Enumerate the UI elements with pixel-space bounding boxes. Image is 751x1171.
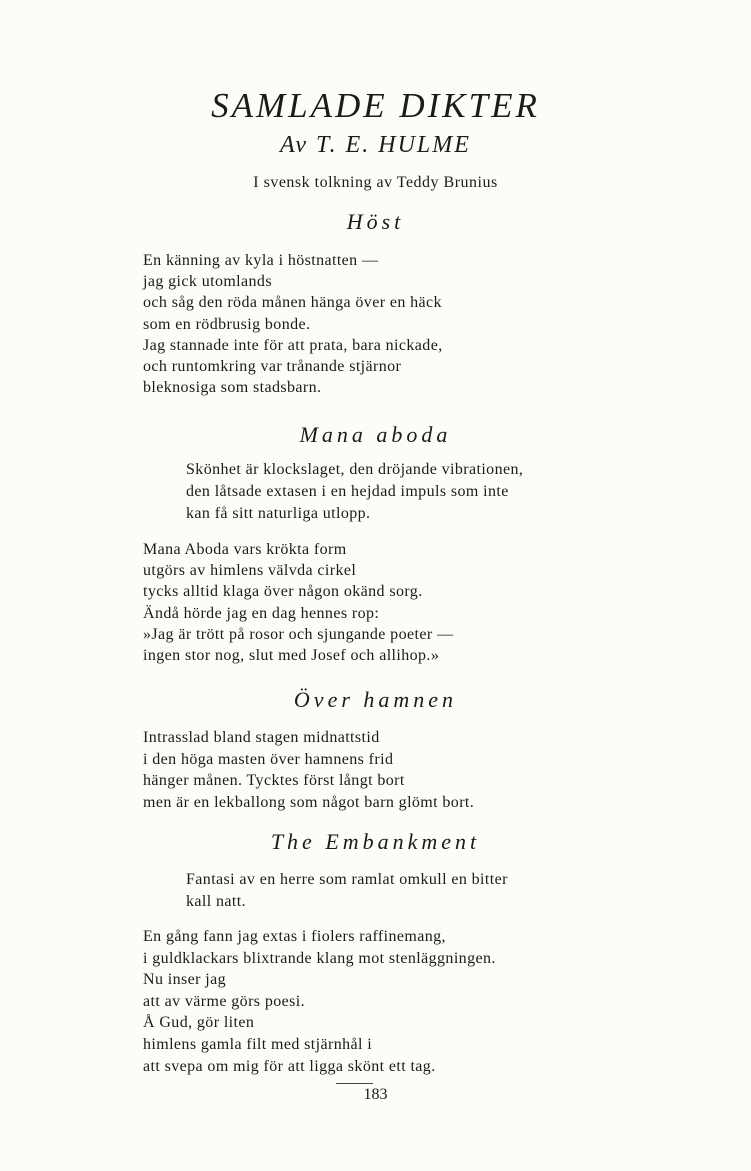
poem-line: hänger månen. Tycktes först långt bort [143, 772, 405, 790]
translator-line: I svensk tolkning av Teddy Brunius [253, 174, 498, 191]
poem-the-embankment-epigraph [186, 869, 508, 913]
poem-line: och runtomkring var trånande stjärnor [143, 358, 402, 376]
epigraph-line: den låtsade extasen i en hejdad impuls som inte [186, 483, 509, 500]
poem-line: som en rödbrusig bonde. [143, 315, 311, 333]
poem-line: och såg den röda månen hänga över en häck [143, 294, 442, 312]
poem-line: Mana Aboda vars krökta form [143, 541, 347, 558]
poem-line: himlens gamla filt med stjärnhål i [143, 1035, 373, 1053]
poem-line: Jag stannade inte för att prata, bara nickade, [143, 336, 443, 354]
poem-title-mana-aboda: Mana aboda [299, 422, 452, 447]
poem-title-the-embankment: The Embankment [270, 829, 481, 854]
poem-line: Å Gud, gör liten [143, 1014, 255, 1032]
poem-line: »Jag är trött på rosor och sjungande poeter — [143, 625, 454, 643]
poem-the-embankment-body [143, 926, 496, 1077]
poem-line: Ändå hörde jag en dag hennes rop: [143, 604, 380, 622]
page-title: SAMLADE DIKTER [211, 86, 540, 125]
poem-line: En gång fann jag extas i fiolers raffinemang, [143, 928, 446, 945]
poem-line: En känning av kyla i höstnatten — [143, 252, 379, 269]
poem-mana-aboda-body [143, 539, 453, 666]
poem-host-body [143, 250, 443, 398]
poem-line: att av värme görs poesi. [143, 992, 305, 1010]
poem-title-over-hamnen: Över hamnen [293, 687, 458, 712]
poem-title-host: Höst [346, 209, 405, 234]
poem-line: Nu inser jag [143, 971, 227, 989]
page-number: 183 [363, 1086, 388, 1103]
epigraph-line: Skönhet är klockslaget, den dröjande vibrationen, [186, 461, 524, 478]
poem-line: tycks alltid klaga över någon okänd sorg. [143, 583, 423, 601]
epigraph-line: Fantasi av en herre som ramlat omkull en bitter [186, 871, 508, 888]
poem-line: jag gick utomlands [143, 273, 272, 291]
epigraph-line: kall natt. [186, 893, 246, 910]
poem-line: i den höga masten över hamnens frid [143, 750, 394, 768]
author-line: Av T. E. HULME [280, 132, 471, 158]
poem-line: Intrasslad bland stagen midnattstid [143, 729, 380, 746]
poem-mana-aboda-epigraph [186, 459, 523, 525]
poem-line: bleknosiga som stadsbarn. [143, 379, 322, 397]
poem-over-hamnen-body [143, 727, 474, 813]
epigraph-line: kan få sitt naturliga utlopp. [186, 505, 371, 522]
poem-line: i guldklackars blixtrande klang mot stenläggningen. [143, 949, 496, 967]
poem-line: utgörs av himlens välvda cirkel [143, 562, 357, 580]
poem-line: men är en lekballong som något barn glömt bort. [143, 793, 475, 811]
poem-line: att svepa om mig för att ligga skönt ett tag. [143, 1057, 436, 1075]
poem-line: ingen stor nog, slut med Josef och allihop.» [143, 647, 440, 665]
